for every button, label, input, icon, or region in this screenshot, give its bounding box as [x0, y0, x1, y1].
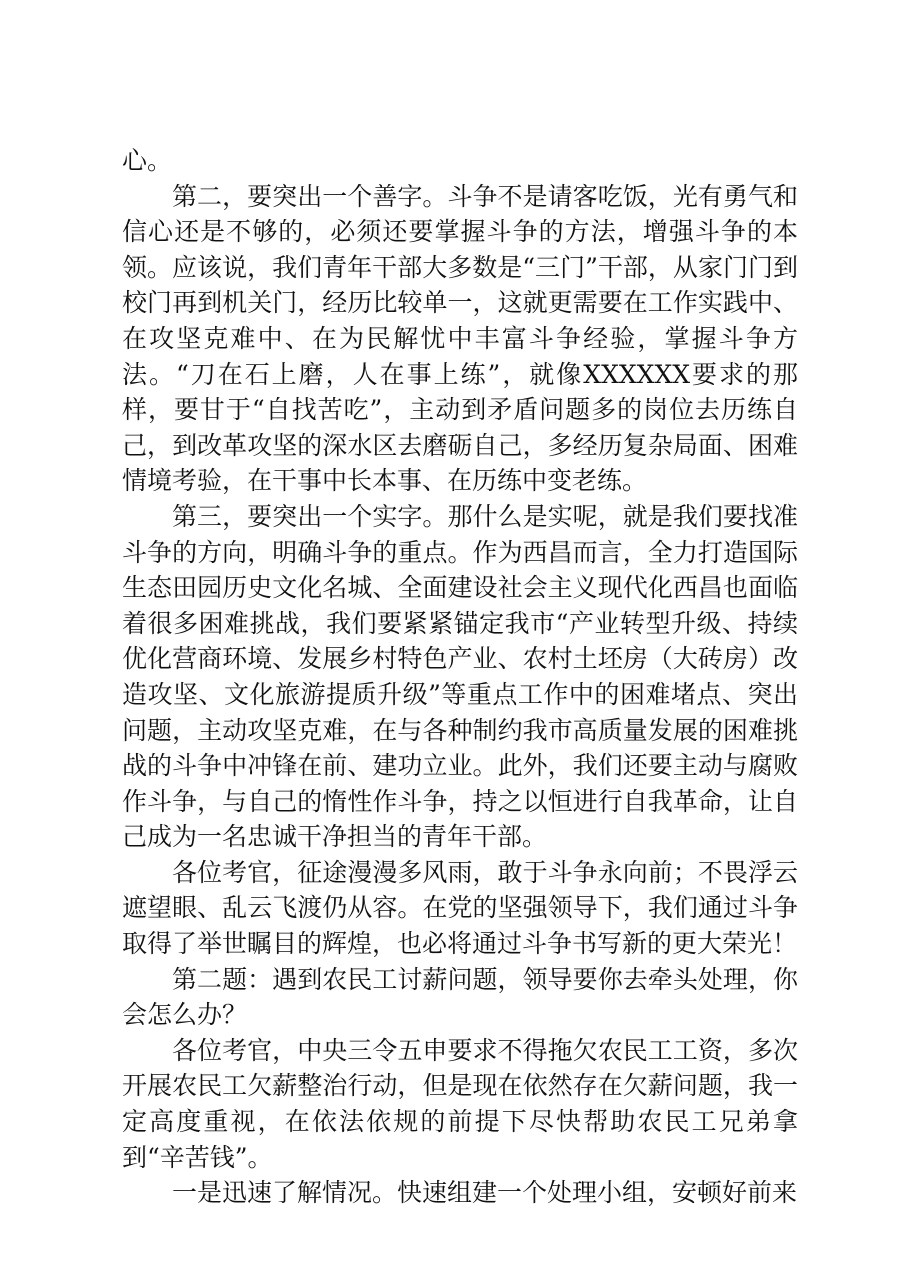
- paragraph-continuation: 心。: [122, 146, 173, 175]
- paragraph-third-point: 第三，要突出一个实字。那什么是实呢，就是我们要找准斗争的方向，明确斗争的重点。作为西昌而言，全力打造国际生态田园历史文化名城、全面建设社会主义现代化西昌也面临着很多困难挑战，我们要紧紧锚定我市“产业转型升级、持续优化营商环境、发展乡村特色产业、农村土坯房（大砖房）改造攻坚、文化旅游提质升级”等重点工作中的困难堵点、突出问题，主动攻坚克难，在与各种制约我市高质量发展的困难挑战的斗争中冲锋在前、建功立业。此外，我们还要主动与腐败作斗争，与自己的惰性作斗争，持之以恒进行自我革命，让自己成为一名忠诚干净担当的青年干部。: [122, 501, 798, 852]
- body-text: [122, 143, 798, 1211]
- paragraph-step-one: 一是迅速了解情况。快速组建一个处理小组，安顿好前来: [172, 1178, 798, 1208]
- paragraph-question-two: 第二题：遇到农民工讨薪问题，领导要你去牵头处理，你会怎么办？: [122, 964, 798, 1030]
- paragraph-answer-intro: 各位考官，中央三令五申要求不得拖欠农民工工资，多次开展农民工欠薪整治行动，但是现在依然存在欠薪问题，我一定高度重视，在依法依规的前提下尽快帮助农民工兄弟拿到“辛苦钱”。: [122, 1035, 798, 1172]
- paragraph-conclusion: 各位考官，征途漫漫多风雨，敢于斗争永向前；不畏浮云遮望眼、乱云飞渡仍从容。在党的坚强领导下，我们通过斗争取得了举世瞩目的辉煌，也必将通过斗争书写新的更大荣光！: [122, 857, 798, 959]
- paragraph-second-point: 第二，要突出一个善字。斗争不是请客吃饭，光有勇气和信心还是不够的，必须还要掌握斗争的方法，增强斗争的本领。应该说，我们青年干部大多数是“三门”干部，从家门门到校门再到机关门，经历比较单一，这就更需要在工作实践中、在攻坚克难中、在为民解忧中丰富斗争经验，掌握斗争方法。“刀在石上磨，人在事上练”，就像XXXXXX要求的那样，要甘于“自找苦吃”，主动到矛盾问题多的岗位去历练自己，到改革攻坚的深水区去磨砺自己，多经历复杂局面、困难情境考验，在干事中长本事、在历练中变老练。: [122, 181, 798, 496]
